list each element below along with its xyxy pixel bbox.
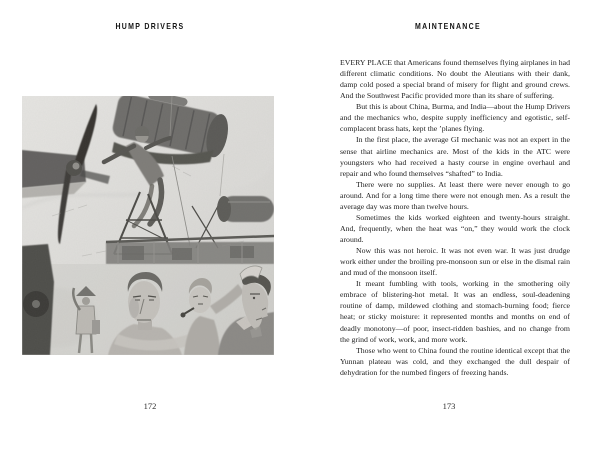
paragraph: It meant fumbling with tools, working in the smothering oily embrace of blistering-hot metal. It was an endless, soul-deadening routine of damp, mildewed clothing and stomach-burning food; fierce heat; or sticky moisture: it represented months and months on end of deadly monotony—of poor, insect-ridden bashies, and no change from the grind of work, work, and more work. bbox=[340, 279, 570, 344]
left-running-head: HUMP DRIVERS bbox=[115, 21, 185, 31]
mechanics-sketch-illustration bbox=[22, 96, 274, 355]
paragraph: But this is about China, Burma, and India—about the Hump Drivers and the mechanics who, despite supply inefficiency and egotistic, self-complacent brass hats, kept the ’planes flying. bbox=[340, 102, 570, 134]
paragraph: EVERY PLACE that Americans found themselves flying airplanes in had different climatic conditions. No doubt the Aleutians with their dank, damp cold posed a special brand of misery for flight and ground crews. And the Southwest Pacific provided more than its share of suffering. bbox=[340, 58, 570, 101]
paragraph: There were no supplies. At least there were never enough to go around. And for a long time there were not enough men. As a result the average day was more than twelve hours. bbox=[340, 179, 570, 211]
right-page bbox=[300, 0, 600, 450]
left-page-number: 172 bbox=[143, 401, 157, 411]
pencil-sketch-svg bbox=[22, 96, 274, 355]
right-running-head: MAINTENANCE bbox=[415, 21, 481, 31]
paragraph: Sometimes the kids worked eighteen and twenty-hours straight. And, frequently, when the heat was “on,” they would work the clock around. bbox=[340, 212, 570, 244]
paragraph: Those who went to China found the routine identical except that the Yunnan plateau was cold, and they exchanged the dull despair of dehydration for the numbed fingers of freezing hands. bbox=[340, 345, 570, 377]
body-text-column bbox=[340, 57, 570, 378]
right-page-number: 173 bbox=[442, 401, 456, 411]
paragraph: In the first place, the average GI mechanic was not an expert in the sense that airline mechanics are. Most of the kids in the ATC were youngsters who had received a hasty course in engine overhaul and repair and who found themselves “shafted” to India. bbox=[340, 135, 570, 178]
paragraph: Now this was not heroic. It was not even war. It was just drudge work either under the broiling pre-monsoon sun or else in the dismal rain and mud of the monsoon itself. bbox=[340, 246, 570, 278]
